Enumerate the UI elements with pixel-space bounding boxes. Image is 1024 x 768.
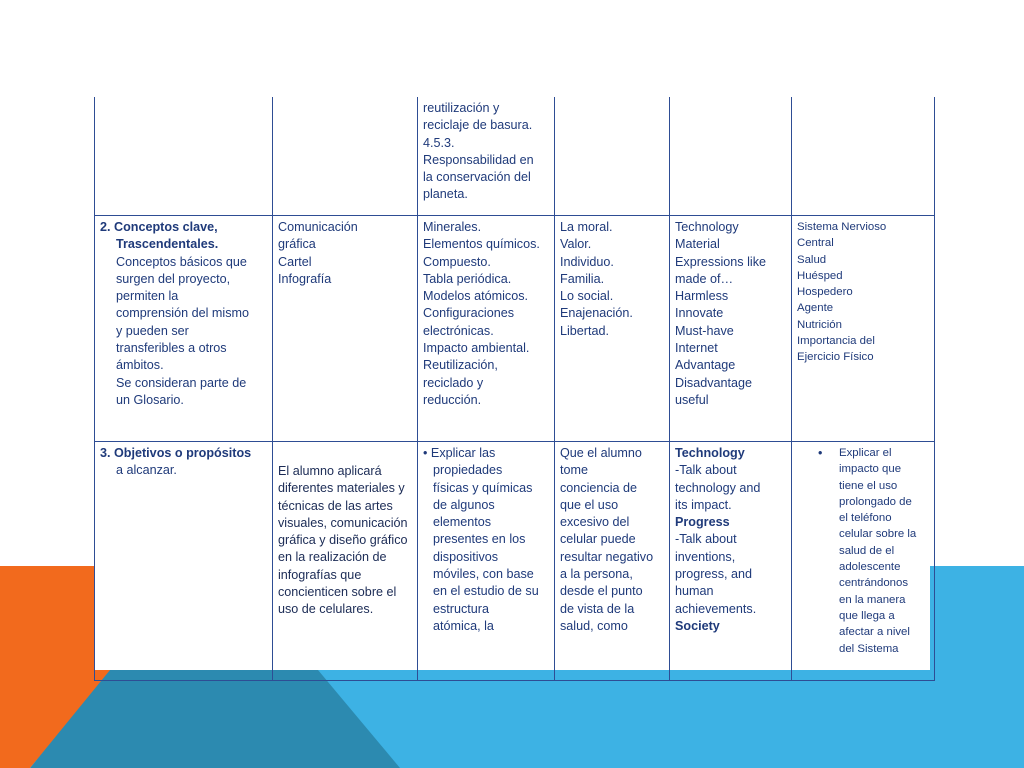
text-line: concienticen sobre el: [278, 585, 397, 600]
r1-col4: [555, 97, 670, 216]
r2-col6: [792, 216, 935, 442]
r1-col3: [418, 97, 555, 216]
subheading-society: Society: [675, 618, 720, 633]
text-line: Internet: [675, 341, 718, 356]
text-line: Innovate: [675, 306, 724, 321]
text-line: salud de el: [839, 544, 895, 557]
text-line: gráfica y diseño gráfico: [278, 533, 408, 548]
text-line: la conservación del: [423, 170, 531, 185]
text-line: La moral.: [560, 220, 613, 234]
text-line: afectar a nivel: [839, 626, 910, 639]
text-line: desde el punto: [560, 584, 643, 599]
r2-col1: [95, 216, 273, 442]
text-line: Hospedero: [797, 286, 853, 299]
text-line: Agente: [797, 302, 834, 315]
r3-col3: [418, 442, 555, 681]
subheading-progress: Progress: [675, 515, 730, 530]
text-line: Nutrición: [797, 318, 842, 331]
text-line: Impacto ambiental.: [423, 341, 530, 356]
text-line: Advantage: [675, 358, 736, 373]
bullet-icon: •: [423, 446, 428, 460]
text-line: progress, and: [675, 567, 753, 582]
text-line: comprensión del mismo: [116, 306, 249, 321]
text-line: Central: [797, 237, 834, 250]
text-line: Expressions like: [675, 254, 766, 269]
text-line: celular puede: [560, 532, 636, 547]
text-line: Technology: [675, 220, 739, 234]
text-line: Material: [675, 237, 720, 252]
section-title: Trascendentales.: [116, 237, 219, 252]
text-line: físicas y químicas: [433, 480, 533, 495]
r2-col5: [670, 216, 792, 442]
text-line: Libertad.: [560, 323, 610, 338]
text-line: Que el alumno: [560, 446, 642, 460]
text-line: técnicas de las artes: [278, 498, 393, 513]
table-row: [95, 97, 935, 216]
text-line: en la realización de: [278, 550, 387, 565]
text-line: Disadvantage: [675, 375, 753, 390]
text-line: -Talk about: [675, 532, 737, 547]
text-line: que llega a: [839, 609, 895, 622]
text-line: ámbitos.: [116, 358, 164, 373]
text-line: Valor.: [560, 237, 592, 252]
r2-col2: [273, 216, 418, 442]
table-row: [95, 216, 935, 442]
text-line: uso de celulares.: [278, 602, 374, 617]
text-line: un Glosario.: [116, 392, 184, 407]
text-line: estructura: [433, 601, 489, 616]
text-line: El alumno aplicará: [278, 464, 382, 478]
text-line: conciencia de: [560, 480, 638, 495]
text-line: Importancia del: [797, 335, 875, 348]
text-line: de vista de la: [560, 601, 635, 616]
bullet-item: [818, 445, 929, 657]
text-line: Must-have: [675, 323, 734, 338]
text-line: salud, como: [560, 618, 628, 633]
text-line: Conceptos básicos que: [116, 254, 247, 269]
r3-col4: [555, 442, 670, 681]
text-line: impacto que: [839, 463, 902, 476]
table-sheet: [94, 97, 930, 670]
text-line: reutilización y: [423, 101, 500, 115]
text-line: Tabla periódica.: [423, 271, 512, 286]
text-line: 4.5.3.: [423, 135, 455, 150]
text-line: centrándonos: [839, 577, 909, 590]
text-line: Modelos atómicos.: [423, 289, 528, 304]
text-line: technology and: [675, 480, 761, 495]
text-line: • Explicar las: [423, 446, 496, 460]
text-line: Reutilización,: [423, 358, 498, 373]
planning-table: [94, 97, 935, 681]
text-line: que el uso: [560, 497, 619, 512]
text-line: Salud: [797, 253, 827, 266]
r2-col3: [418, 216, 555, 442]
text-line: dispositivos: [433, 549, 499, 564]
r2-col4: [555, 216, 670, 442]
text-line: y pueden ser: [116, 323, 189, 338]
text-line: reciclado y: [423, 375, 484, 390]
r1-col5: [670, 97, 792, 216]
text-line: Compuesto.: [423, 254, 491, 269]
text-line: its impact.: [675, 497, 732, 512]
text-line: Elementos químicos.: [423, 237, 540, 252]
text-line: visuales, comunicación: [278, 515, 408, 530]
text-line: Lo social.: [560, 289, 614, 304]
text-line: surgen del proyecto,: [116, 271, 231, 286]
text-line: tiene el uso: [839, 479, 898, 492]
r1-col6: [792, 97, 935, 216]
text-line: Familia.: [560, 271, 605, 286]
text-line: Huésped: [797, 269, 843, 282]
text-line: Ejercicio Físico: [797, 351, 874, 364]
text-line: Comunicación: [278, 220, 358, 234]
text-line: elementos: [433, 515, 492, 530]
text-line: presentes en los: [433, 532, 526, 547]
text-line: excesivo del: [560, 515, 630, 530]
text-line: transferibles a otros: [116, 341, 227, 356]
bullet-icon: •: [818, 446, 823, 460]
text-line: achievements.: [675, 601, 757, 616]
text-line: -Talk about: [675, 463, 737, 478]
section-title: 3. Objetivos o propósitos: [100, 446, 252, 460]
text-line: tome: [560, 463, 588, 478]
text-line: useful: [675, 392, 709, 407]
text-line: Individuo.: [560, 254, 614, 269]
table-row: [95, 442, 935, 681]
text-line: made of…: [675, 271, 734, 286]
text-line: resultar negativo: [560, 549, 654, 564]
bullet-item: [423, 445, 549, 635]
text-line: prolongado de: [839, 495, 912, 508]
subheading-technology: Technology: [675, 446, 745, 460]
text-line: Se consideran parte de: [116, 375, 247, 390]
text-line: Infografía: [278, 271, 332, 286]
text-line: gráfica: [278, 237, 316, 252]
section-title: 2. Conceptos clave,: [100, 220, 218, 234]
r1-col2: [273, 97, 418, 216]
r3-col2: [273, 442, 418, 681]
text-line: el teléfono: [839, 512, 892, 525]
text-line: Enajenación.: [560, 306, 633, 321]
text-line: propiedades: [433, 463, 503, 478]
text-line: Minerales.: [423, 220, 482, 234]
text-line: diferentes materiales y: [278, 481, 405, 496]
r3-col5: [670, 442, 792, 681]
text-line: atómica, la: [433, 618, 494, 633]
text-line: a la persona,: [560, 567, 633, 582]
text-line: a alcanzar.: [116, 463, 177, 478]
text-line: Configuraciones: [423, 306, 515, 321]
text-line: móviles, con base: [433, 567, 534, 582]
text-line: en el estudio de su: [433, 584, 539, 599]
text-line: inventions,: [675, 549, 736, 564]
text-line: planeta.: [423, 187, 468, 202]
text-line: celular sobre la: [839, 528, 917, 541]
r3-col6: [792, 442, 935, 681]
text-line: en la manera: [839, 593, 906, 606]
text-line: human: [675, 584, 714, 599]
text-line: infografías que: [278, 567, 362, 582]
text-line: electrónicas.: [423, 323, 494, 338]
text-line: reciclaje de basura.: [423, 118, 533, 133]
text-line: Harmless: [675, 289, 729, 304]
text-line: permiten la: [116, 289, 179, 304]
r1-col1: [95, 97, 273, 216]
text-line: adolescente: [839, 561, 901, 574]
text-line: Cartel: [278, 254, 312, 269]
r3-col1: [95, 442, 273, 681]
text-line: reducción.: [423, 392, 482, 407]
text-line: de algunos: [433, 497, 495, 512]
text-line: Explicar el: [839, 447, 892, 459]
text-line: Responsabilidad en: [423, 152, 534, 167]
text-line: Sistema Nervioso: [797, 221, 887, 233]
text-line: del Sistema: [839, 642, 899, 655]
